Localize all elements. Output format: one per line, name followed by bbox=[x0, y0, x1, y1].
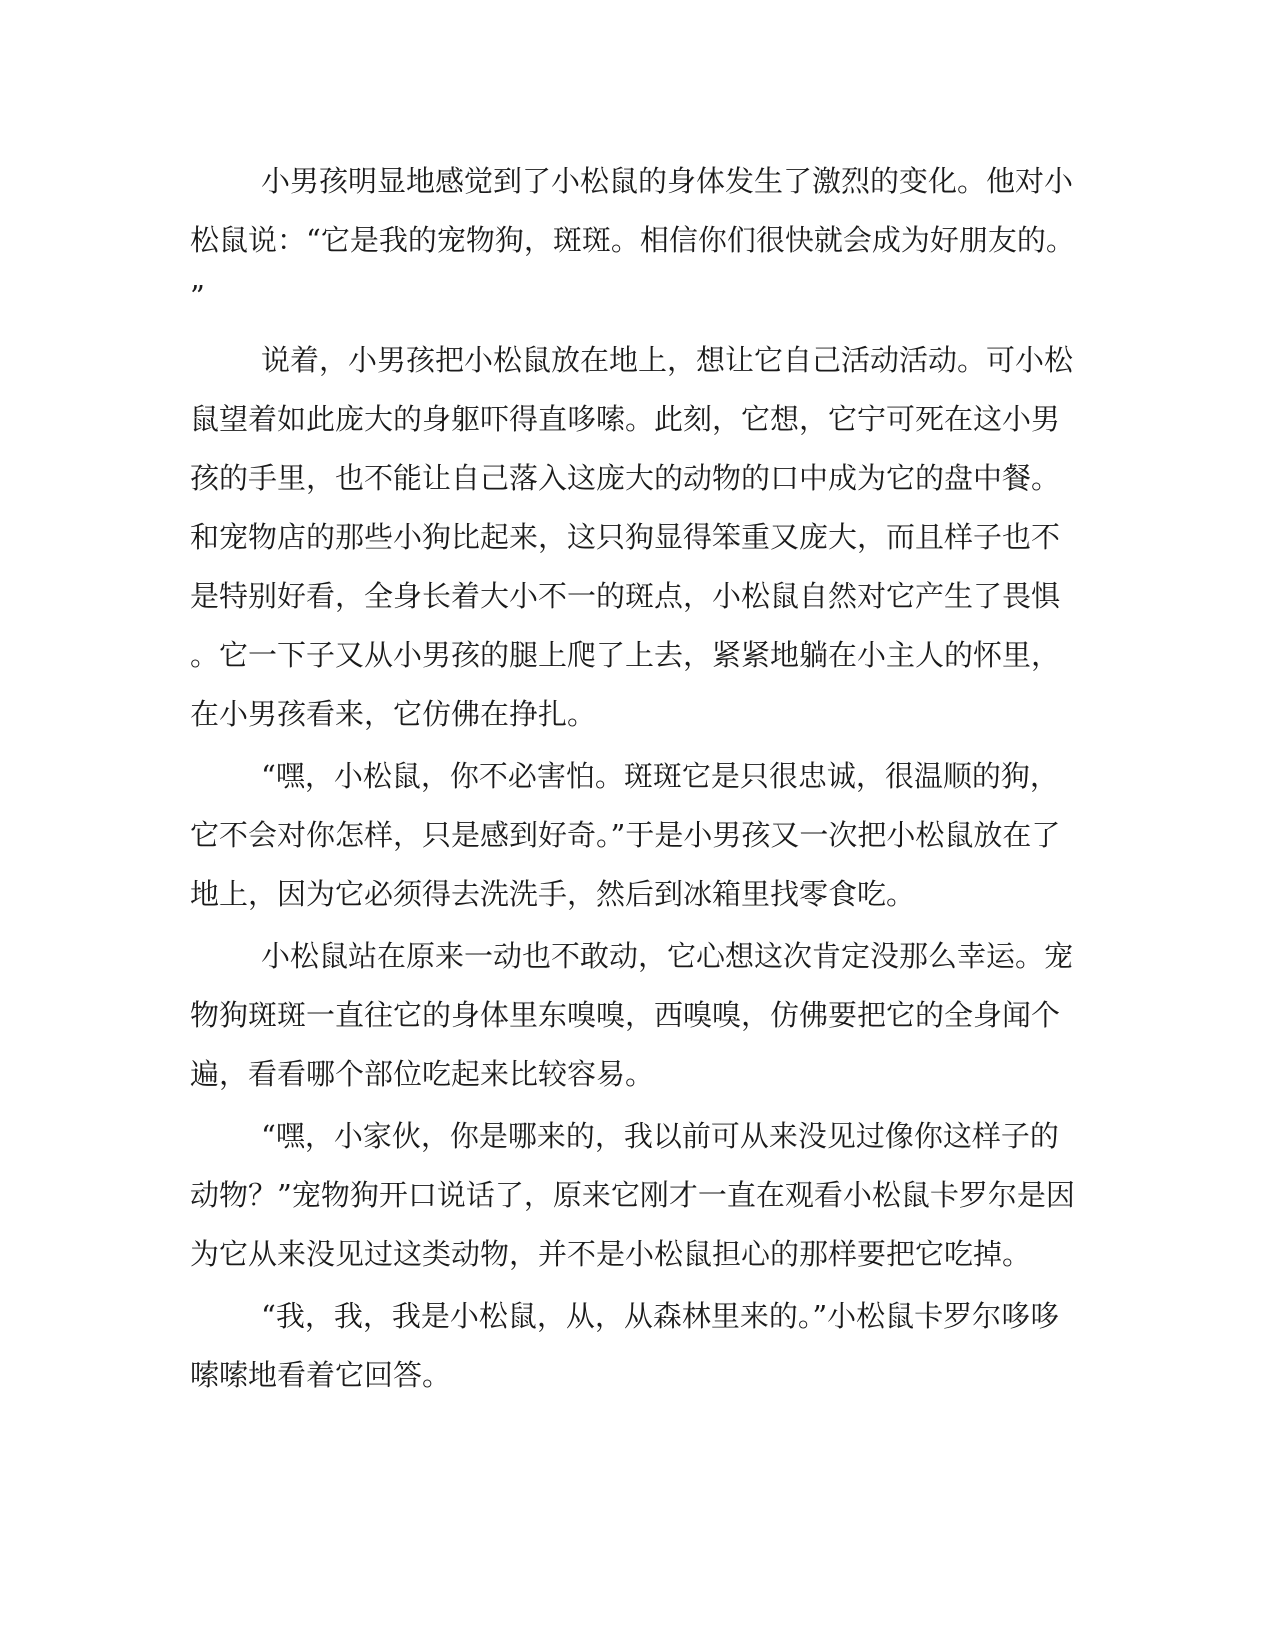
text-line: 孩的手里，也不能让自己落入这庞大的动物的口中成为它的盘中餐。 bbox=[190, 461, 1061, 495]
text-line: 它不会对你怎样，只是感到好奇。”于是小男孩又一次把小松鼠放在了 bbox=[190, 818, 1061, 852]
text-line: 遍，看看哪个部位吃起来比较容易。 bbox=[190, 1057, 655, 1091]
paragraph bbox=[190, 331, 1075, 744]
text-line: ” bbox=[190, 279, 205, 313]
text-line: 地上，因为它必须得去洗洗手，然后到冰箱里找零食吃。 bbox=[190, 877, 916, 911]
text-line: 物狗斑斑一直往它的身体里东嗅嗅，西嗅嗅，仿佛要把它的全身闻个 bbox=[190, 998, 1061, 1032]
text-line: 松鼠说：“它是我的宠物狗，斑斑。相信你们很快就会成为好朋友的。 bbox=[190, 223, 1075, 257]
text-line: “我，我，我是小松鼠，从，从森林里来的。”小松鼠卡罗尔哆哆 bbox=[261, 1299, 1060, 1333]
text-line: 小松鼠站在原来一动也不敢动，它心想这次肯定没那么幸运。宠 bbox=[261, 939, 1074, 973]
paragraph bbox=[190, 747, 1075, 924]
text-line: “嘿，小家伙，你是哪来的，我以前可从来没见过像你这样子的 bbox=[261, 1119, 1059, 1153]
text-line: 。它一下子又从小男孩的腿上爬了上去，紧紧地躺在小主人的怀里， bbox=[190, 638, 1061, 672]
text-line: 嗦嗦地看着它回答。 bbox=[190, 1358, 452, 1392]
text-line: 小男孩明显地感觉到了小松鼠的身体发生了激烈的变化。他对小 bbox=[261, 164, 1074, 198]
text-line: 说着，小男孩把小松鼠放在地上，想让它自己活动活动。可小松 bbox=[261, 343, 1074, 377]
text-line: 为它从来没见过这类动物，并不是小松鼠担心的那样要把它吃掉。 bbox=[190, 1237, 1032, 1271]
paragraph bbox=[190, 1287, 1075, 1405]
paragraph bbox=[190, 1107, 1075, 1284]
text-line: 在小男孩看来，它仿佛在挣扎。 bbox=[190, 697, 597, 731]
text-line: 和宠物店的那些小狗比起来，这只狗显得笨重又庞大，而且样子也不 bbox=[190, 520, 1061, 554]
text-line: “嘿，小松鼠，你不必害怕。斑斑它是只很忠诚，很温顺的狗， bbox=[261, 759, 1059, 793]
document-body bbox=[190, 152, 1075, 1405]
text-line: 是特别好看，全身长着大小不一的斑点，小松鼠自然对它产生了畏惧 bbox=[190, 579, 1061, 613]
paragraph bbox=[190, 152, 1075, 322]
text-line: 鼠望着如此庞大的身躯吓得直哆嗦。此刻，它想，它宁可死在这小男 bbox=[190, 402, 1061, 436]
paragraph bbox=[190, 927, 1075, 1104]
text-line: 动物？”宠物狗开口说话了，原来它刚才一直在观看小松鼠卡罗尔是因 bbox=[190, 1178, 1075, 1212]
